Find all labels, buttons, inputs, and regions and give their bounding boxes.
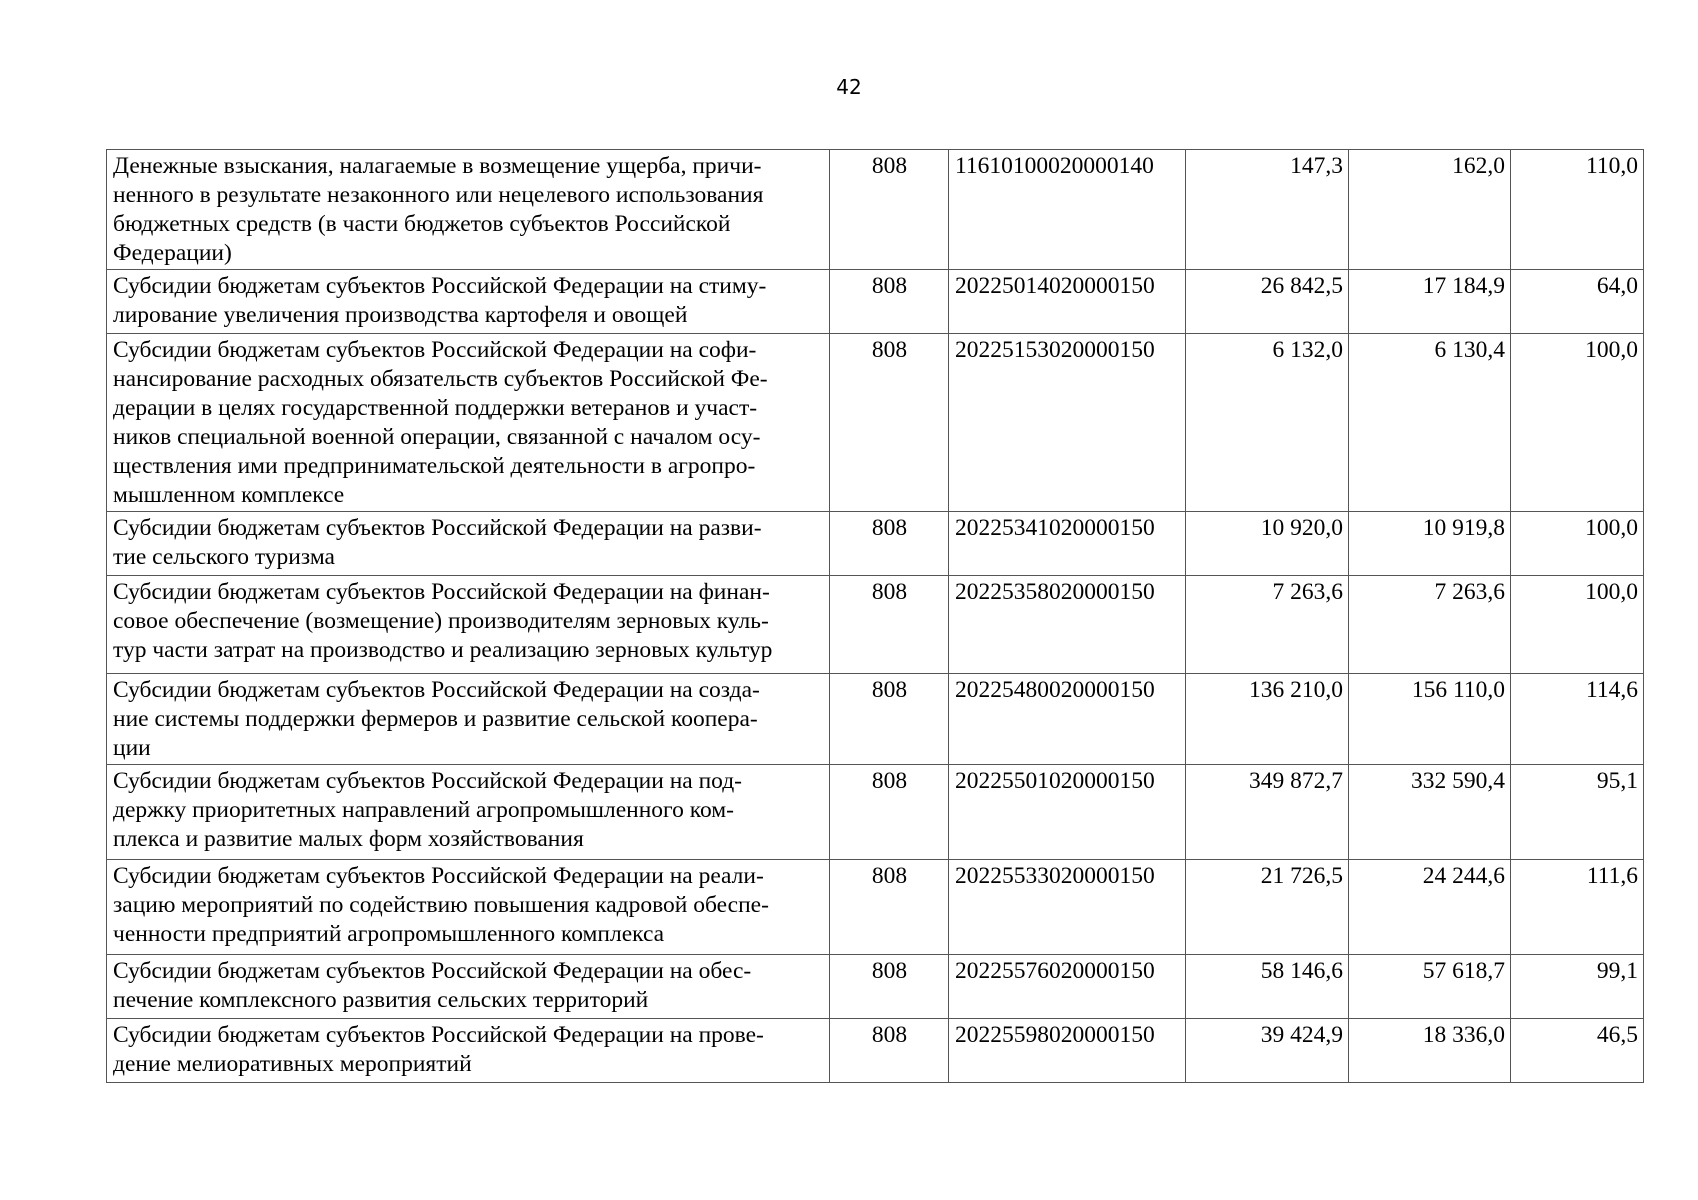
plan-cell: 21 726,5 (1186, 860, 1349, 955)
description-line: нансирование расходных обязательств субъектов Российской Фе- (113, 366, 768, 392)
description-line: ции (113, 735, 151, 761)
description-line: ненного в результате незаконного или нецелевого использования (113, 182, 764, 208)
admin-code-cell: 808 (830, 1019, 949, 1083)
description-cell (107, 150, 830, 270)
plan-cell: 6 132,0 (1186, 334, 1349, 512)
plan-cell: 349 872,7 (1186, 765, 1349, 860)
description-line: бюджетных средств (в части бюджетов субъектов Российской (113, 211, 731, 237)
description-line: Субсидии бюджетам субъектов Российской Федерации на под- (113, 768, 743, 794)
percent-cell: 95,1 (1511, 765, 1644, 860)
description-line: тие сельского туризма (113, 544, 335, 570)
percent-cell: 100,0 (1511, 512, 1644, 576)
description-line: ние системы поддержки фермеров и развитие сельской коопера- (113, 706, 758, 732)
description-line: дерации в целях государственной поддержки ветеранов и участ- (113, 395, 758, 421)
description-line: мышленном комплексе (113, 482, 345, 508)
percent-cell: 46,5 (1511, 1019, 1644, 1083)
table-row (107, 334, 1644, 512)
percent-cell: 64,0 (1511, 270, 1644, 334)
budget-code-cell: 20225480020000150 (949, 674, 1186, 765)
admin-code-cell: 808 (830, 576, 949, 674)
description-line: Субсидии бюджетам субъектов Российской Федерации на финан- (113, 579, 770, 605)
actual-cell: 162,0 (1349, 150, 1511, 270)
description-line: ников специальной военной операции, связанной с началом осу- (113, 424, 761, 450)
description-line: тур части затрат на производство и реализацию зерновых культур (113, 637, 773, 663)
plan-cell: 136 210,0 (1186, 674, 1349, 765)
budget-code-cell: 20225576020000150 (949, 955, 1186, 1019)
description-cell (107, 270, 830, 334)
description-line: Субсидии бюджетам субъектов Российской Федерации на созда- (113, 677, 760, 703)
actual-cell: 10 919,8 (1349, 512, 1511, 576)
page-number: 42 (836, 75, 862, 99)
description-line: держку приоритетных направлений агропромышленного ком- (113, 797, 734, 823)
description-line: ченности предприятий агропромышленного комплекса (113, 921, 665, 947)
description-line: Субсидии бюджетам субъектов Российской Федерации на прове- (113, 1022, 764, 1048)
budget-code-cell: 20225153020000150 (949, 334, 1186, 512)
actual-cell: 57 618,7 (1349, 955, 1511, 1019)
plan-cell: 10 920,0 (1186, 512, 1349, 576)
actual-cell: 24 244,6 (1349, 860, 1511, 955)
description-line: зацию мероприятий по содействию повышения кадровой обеспе- (113, 892, 769, 918)
description-cell (107, 674, 830, 765)
description-line: ществления ими предпринимательской деятельности в агропро- (113, 453, 756, 479)
budget-code-cell: 20225598020000150 (949, 1019, 1186, 1083)
description-line: дение мелиоративных мероприятий (113, 1051, 472, 1077)
table-row (107, 674, 1644, 765)
percent-cell: 111,6 (1511, 860, 1644, 955)
table-row (107, 576, 1644, 674)
admin-code-cell: 808 (830, 765, 949, 860)
budget-code-cell: 20225341020000150 (949, 512, 1186, 576)
actual-cell: 18 336,0 (1349, 1019, 1511, 1083)
revenue-table (106, 149, 1644, 1083)
actual-cell: 17 184,9 (1349, 270, 1511, 334)
description-line: плекса и развитие малых форм хозяйствования (113, 826, 584, 852)
table-row (107, 512, 1644, 576)
admin-code-cell: 808 (830, 512, 949, 576)
actual-cell: 156 110,0 (1349, 674, 1511, 765)
plan-cell: 39 424,9 (1186, 1019, 1349, 1083)
percent-cell: 114,6 (1511, 674, 1644, 765)
actual-cell: 6 130,4 (1349, 334, 1511, 512)
admin-code-cell: 808 (830, 860, 949, 955)
plan-cell: 58 146,6 (1186, 955, 1349, 1019)
percent-cell: 110,0 (1511, 150, 1644, 270)
description-line: Субсидии бюджетам субъектов Российской Федерации на стиму- (113, 273, 767, 299)
description-cell (107, 860, 830, 955)
description-cell (107, 1019, 830, 1083)
table-row (107, 955, 1644, 1019)
description-cell (107, 765, 830, 860)
percent-cell: 99,1 (1511, 955, 1644, 1019)
description-line: Субсидии бюджетам субъектов Российской Федерации на разви- (113, 515, 762, 541)
budget-code-cell: 20225358020000150 (949, 576, 1186, 674)
plan-cell: 7 263,6 (1186, 576, 1349, 674)
description-line: лирование увеличения производства картофеля и овощей (113, 302, 688, 328)
admin-code-cell: 808 (830, 674, 949, 765)
description-cell (107, 512, 830, 576)
table-row (107, 1019, 1644, 1083)
description-line: совое обеспечение (возмещение) производителям зерновых куль- (113, 608, 769, 634)
description-line: Субсидии бюджетам субъектов Российской Федерации на софи- (113, 337, 757, 363)
description-line: Федерации) (113, 240, 232, 266)
description-line: печение комплексного развития сельских территорий (113, 987, 649, 1013)
budget-code-cell: 20225533020000150 (949, 860, 1186, 955)
actual-cell: 7 263,6 (1349, 576, 1511, 674)
description-cell (107, 334, 830, 512)
admin-code-cell: 808 (830, 955, 949, 1019)
description-line: Субсидии бюджетам субъектов Российской Федерации на реали- (113, 863, 764, 889)
percent-cell: 100,0 (1511, 576, 1644, 674)
plan-cell: 147,3 (1186, 150, 1349, 270)
table-row (107, 150, 1644, 270)
percent-cell: 100,0 (1511, 334, 1644, 512)
description-cell (107, 955, 830, 1019)
description-line: Денежные взыскания, налагаемые в возмещение ущерба, причи- (113, 153, 762, 179)
admin-code-cell: 808 (830, 150, 949, 270)
table-row (107, 270, 1644, 334)
actual-cell: 332 590,4 (1349, 765, 1511, 860)
table-row (107, 765, 1644, 860)
description-line: Субсидии бюджетам субъектов Российской Федерации на обес- (113, 958, 752, 984)
admin-code-cell: 808 (830, 270, 949, 334)
admin-code-cell: 808 (830, 334, 949, 512)
table-row (107, 860, 1644, 955)
description-cell (107, 576, 830, 674)
budget-code-cell: 20225501020000150 (949, 765, 1186, 860)
plan-cell: 26 842,5 (1186, 270, 1349, 334)
budget-code-cell: 11610100020000140 (949, 150, 1186, 270)
budget-code-cell: 20225014020000150 (949, 270, 1186, 334)
